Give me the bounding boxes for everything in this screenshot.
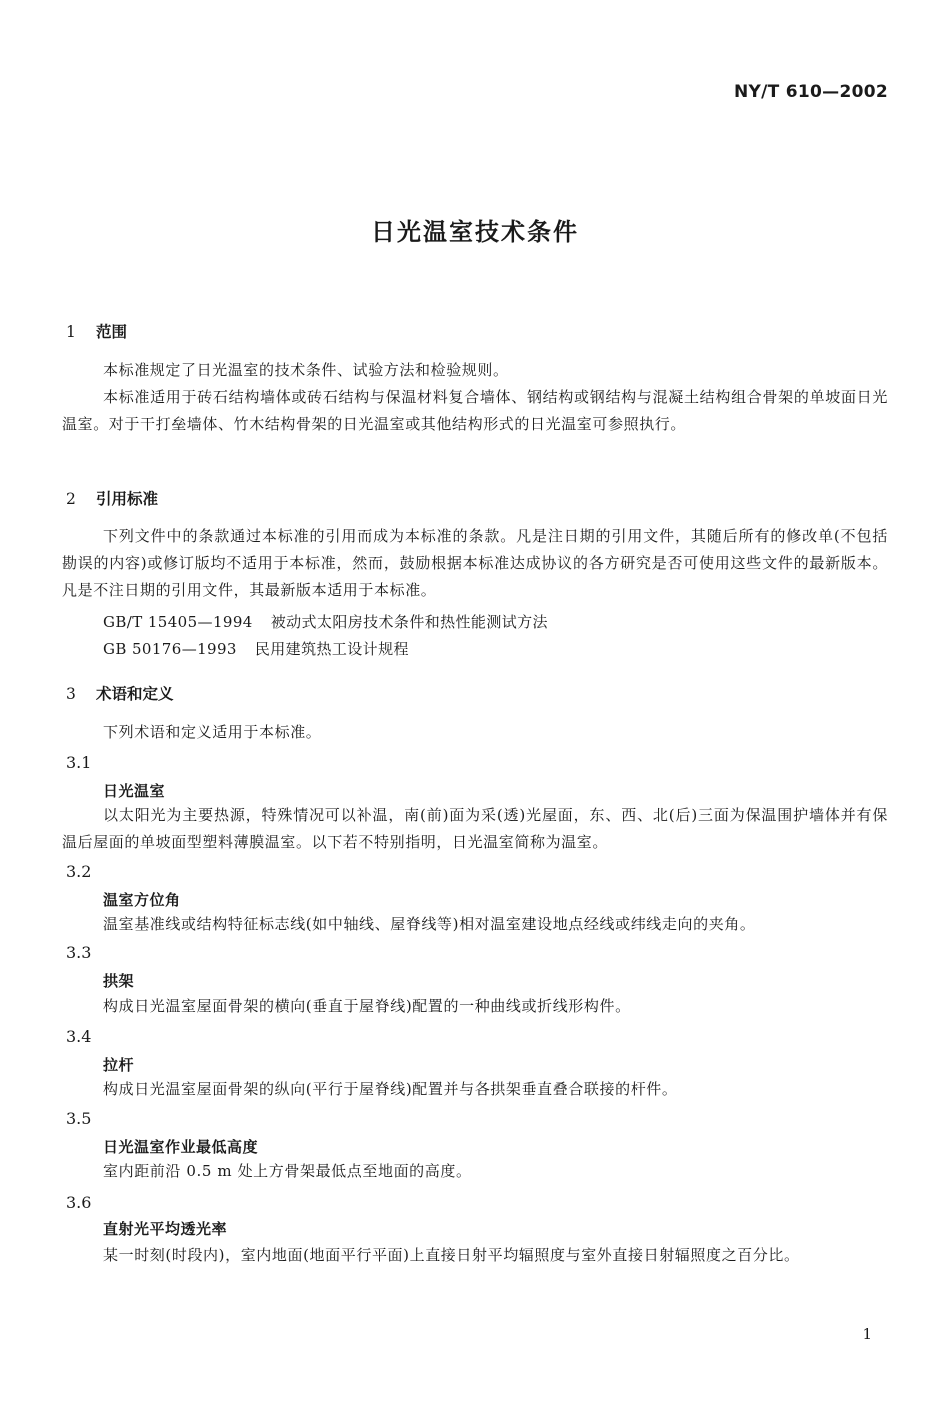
document-title: 日光温室技术条件 [371,218,579,246]
section-1-paragraph-2: 本标准适用于砖石结构墙体或砖石结构与保温材料复合墙体、钢结构或钢结构与混凝土结构组合骨架的单坡面日光温室。对于干打垒墙体、竹木结构骨架的日光温室或其他结构形式的日光温室可参照执行。 [62,388,888,433]
reference-name: 被动式太阳房技术条件和热性能测试方法 [270,613,548,631]
term-number: 3.4 [66,1027,92,1046]
term-name: 日光温室作业最低高度 [103,1138,259,1156]
term-number: 3.5 [66,1109,92,1128]
term-number: 3.6 [66,1193,92,1212]
page-number: 1 [862,1325,872,1343]
section-title: 引用标准 [96,490,159,508]
term-name: 直射光平均透光率 [103,1220,228,1238]
term-name: 温室方位角 [103,891,181,909]
term-number: 3.2 [66,862,92,881]
term-definition: 构成日光温室屋面骨架的纵向(平行于屋脊线)配置并与各拱架垂直叠合联接的杆件。 [103,1080,678,1098]
term-name: 拱架 [103,972,135,990]
term-name: 拉杆 [103,1056,135,1074]
section-1-heading [66,320,127,342]
section-number: 3 [66,685,76,703]
section-1-paragraph-1: 本标准规定了日光温室的技术条件、试验方法和检验规则。 [103,361,509,379]
section-number: 1 [66,323,76,341]
section-title: 术语和定义 [96,685,174,703]
term-definition: 温室基准线或结构特征标志线(如中轴线、屋脊线等)相对温室建设地点经线或纬线走向的夹角。 [103,915,756,933]
reference-item [103,611,548,632]
term-definition: 某一时刻(时段内)，室内地面(地面平行平面)上直接日射平均辐照度与室外直接日射辐照度之百分比。 [103,1246,800,1264]
section-3-heading [66,682,174,704]
term-definition: 构成日光温室屋面骨架的横向(垂直于屋脊线)配置的一种曲线或折线形构件。 [103,997,631,1015]
term-name: 日光温室 [103,782,166,800]
section-number: 2 [66,490,76,508]
term-definition: 以太阳光为主要热源，特殊情况可以补温，南(前)面为采(透)光屋面，东、西、北(后)三面为保温围护墙体并有保温后屋面的单坡面型塑料薄膜温室。以下若不特别指明，日光温室简称为温室。 [62,806,888,851]
reference-item [103,638,409,659]
section-3-intro: 下列术语和定义适用于本标准。 [103,723,322,741]
section-title: 范围 [96,323,128,341]
reference-name: 民用建筑热工设计规程 [254,640,409,658]
section-2-heading [66,487,158,509]
standard-code: NY/T 610—2002 [734,82,888,102]
reference-code: GB 50176—1993 [103,640,237,658]
term-definition: 室内距前沿 0.5 m 处上方骨架最低点至地面的高度。 [103,1162,472,1180]
section-2-paragraph: 下列文件中的条款通过本标准的引用而成为本标准的条款。凡是注日期的引用文件，其随后所有的修改单(不包括勘误的内容)或修订版均不适用于本标准，然而，鼓励根据本标准达成协议的各方研究是否可使用这些文件的最新版本。凡是不注日期的引用文件，其最新版本适用于本标准。 [62,527,888,599]
term-number: 3.1 [66,753,92,772]
term-number: 3.3 [66,943,92,962]
reference-code: GB/T 15405—1994 [103,613,253,631]
